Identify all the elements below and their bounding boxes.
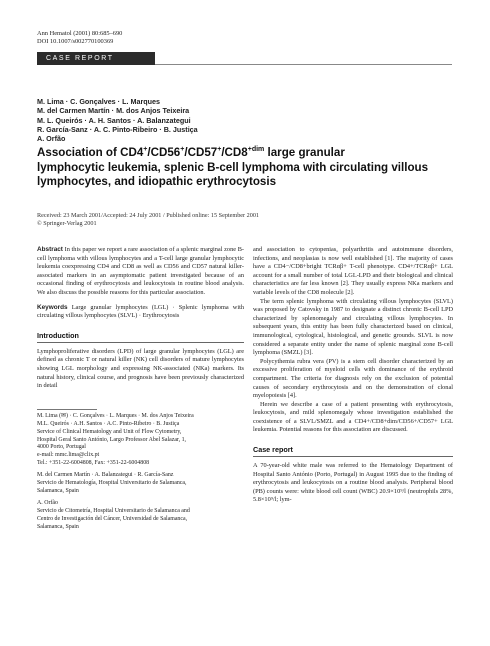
affiliation-block-2: M. del Carmen Martín · A. Balanzategui · R. García-Sanz Servicio de Hematología, Hospital Universitario de Salamanca, Salamanca, Spain	[37, 472, 187, 494]
body-paragraph: Herein we describe a case of a patient presenting with erythrocytosis, leukocytosis, and mild splenomegaly whose investigation established the coexistence of a SLVL/SMZL and a CD4+/CD8+dim/CD56+/CD57+ LGL leukemia. Potential reasons for this association are discussed.	[253, 400, 453, 434]
introduction-heading: Introduction	[37, 331, 244, 343]
copyright-line: © Springer-Verlag 2001	[37, 220, 97, 228]
title-line-3: lymphocytes, and idiopathic erythrocytosis	[37, 175, 277, 189]
author-line: A. Orfão	[37, 134, 66, 144]
journal-reference	[37, 30, 122, 47]
header-rule	[155, 64, 452, 65]
article-title	[37, 143, 457, 190]
body-paragraph: Polycythemia rubra vera (PV) is a stem cell disorder characterized by an excessive proliferation of myeloid cells with dominance of the erythroid compartment. The criteria for diagnosis rely on the exclusion of potential causes of secondary erythrocytosis and on the demonstration of clonal myelopoiesis [4].	[253, 357, 453, 400]
right-column	[253, 246, 453, 505]
case-report-heading: Case report	[253, 445, 453, 457]
case-report-text: A 70-year-old white male was referred to the Hematology Department of Hospital Santo António (Porto, Portugal) in August 1995 due to the finding of erythrocytosis and leukocytosis on a routine blood analysis. Peripheral blood (PB) counts were: white blood cell count (WBC) 20.9×10⁹/l (neutrophils 28%, 5.8×10⁹/l; lym-	[253, 462, 453, 504]
keywords-text: Large granular lymphocytes (LGL) · Splenic lymphoma with circulating villous lymphocytes (SLVL) · Erythrocytosis	[37, 303, 245, 320]
doi: DOI 10.1007/s002770100369	[37, 38, 114, 46]
author-line: M. Lima · C. Gonçalves · L. Marques	[37, 97, 161, 106]
author-line: R. García-Sanz · A. C. Pinto-Ribeiro · B. Justiça	[37, 124, 198, 134]
body-paragraph: and association to cytopenias, polyarthritis and autoimmune disorders, infections, and neoplasias is now well established [1]. The majority of cases have a CD4−/CD8+bright TCRαβ+ T-cell phenotype. CD4+/TCRαβ+ LGL account for a small number of total LGL-LPD and their biological and clinical characteristics are far less known [2]. They usually express NKa markers and variable levels of the CD8 molecule [2].	[253, 246, 453, 296]
author-line: M. del Carmen Martín · M. dos Anjos Teixeira	[37, 106, 190, 116]
keywords-label: Keywords	[37, 303, 68, 311]
dates-line: Received: 23 March 2001/Accepted: 24 July 2001 / Published online: 15 September 2001	[37, 212, 260, 219]
publication-dates	[37, 212, 259, 228]
abstract	[37, 246, 244, 298]
keywords	[37, 304, 244, 321]
affiliation-block-3: A. Orfão Servicio de Citometría, Hospital Universitario de Salamanca and Centro de Investigación del Cáncer, Universidad de Salamanca, Salamanca, Spain	[37, 500, 190, 530]
introduction-text: Lymphoproliferative disorders (LPD) of large granular lymphocytes (LGL) are defined as chronic T or natural killer (NK) cell disorders of mature lymphocytes showing LGL morphology and expressing NK-associated (NKa) markers. Its natural history, clinical course, and prognosis have been previously characterized in detail	[37, 347, 244, 390]
article-type-label: CASE REPORT	[46, 55, 114, 62]
affiliation-block-1: M. Lima (✉) · C. Gonçalves · L. Marques · M. dos Anjos Teixeira M.L. Queirós · A.H. Santos · A.C. Pinto-Ribeiro · B. Justiça Service of Clinical Hematology and Unit of Flow Cytometry, Hospital Geral Santo António, Largo Professor Abel Salazar, 1, 4000 Porto, Portugal e-mail: mmc.lima@clix.pt Tel.: +351-22-6004808, Fax: +351-22-6004808	[37, 413, 194, 466]
article-type-banner	[37, 52, 155, 65]
abstract-text: In this paper we report a rare association of a splenic marginal zone B-cell lymphoma with villous lymphocytes and a T-cell large granular lymphocytic leukemia coexpressing CD4 and CD8 as well as CD56 and CD57 natural killer-associated markers in an asymptomatic patient investigated because of an occasional finding of erythrocytosis and leukocytosis in routine blood analysis. We also discuss the possible reasons for this particular association.	[37, 246, 244, 296]
author-line: M. L. Queirós · A. H. Santos · A. Balanzategui	[37, 115, 191, 125]
author-list	[37, 97, 198, 143]
affiliation-rule	[37, 409, 97, 410]
title-line-2: lymphocytic leukemia, splenic B-cell lymphoma with circulating villous	[37, 160, 429, 174]
title-line-1: Association of $CD4^+/CD56^+/CD57^+/CD8^{+dim}$ large granular	[37, 145, 345, 159]
abstract-label: Abstract	[37, 246, 63, 253]
left-column	[37, 246, 244, 536]
journal-citation: Ann Hematol (2001) 80:685–690	[37, 30, 123, 37]
body-paragraph: The term splenic lymphoma with circulating villous lymphocytes (SLVL) was proposed by Catovsky in 1987 to designate a distinct chronic B-cell LPD characterized by splenomegaly and circulating villous lymphocytes. In subsequent years, this entity has been fully characterized based on clinical, immunological, cytological, histological, and genetic grounds. SLVL is now considered a separate entity under the name of splenic marginal zone B-cell lymphoma (SMZL) [3].	[253, 297, 453, 357]
